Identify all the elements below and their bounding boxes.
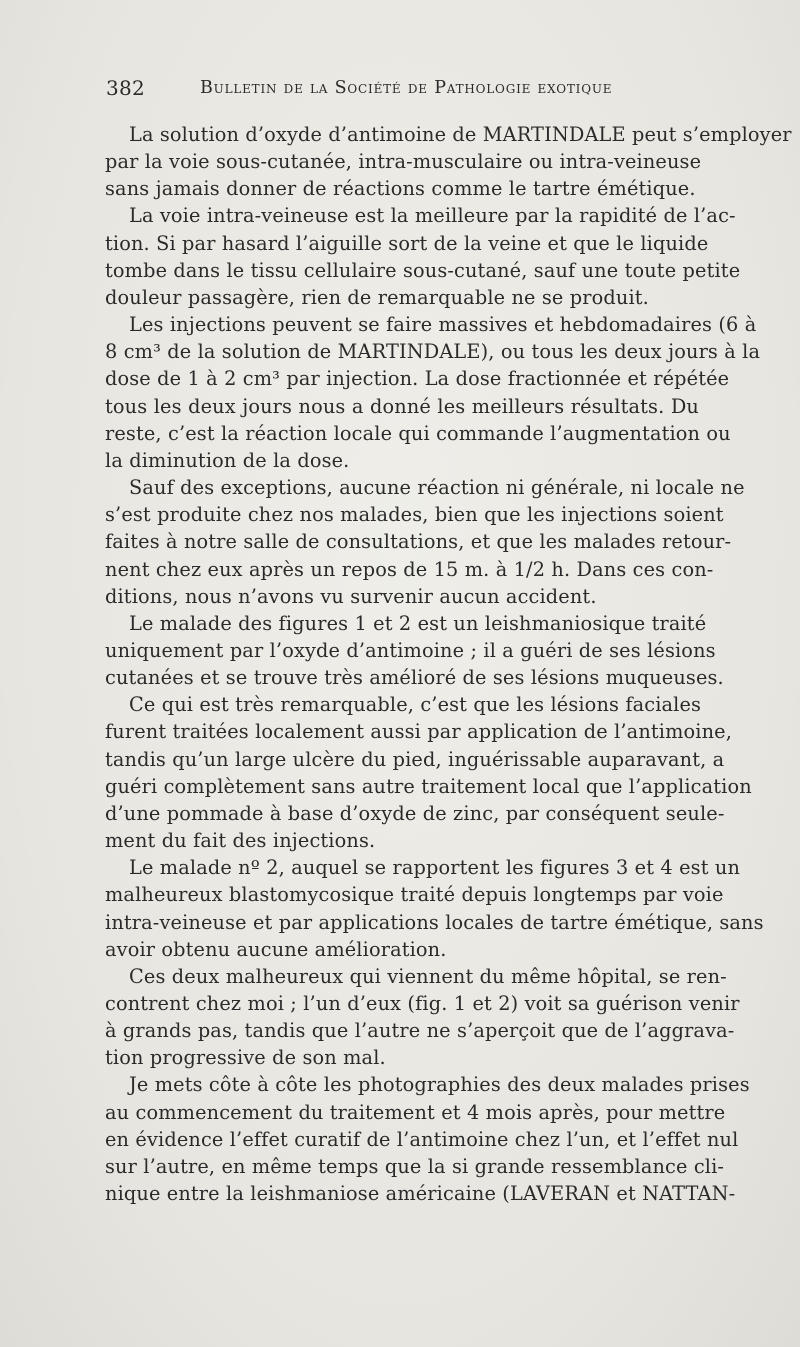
text-line: Je mets côte à côte les photographies des deux malades prises (129, 1073, 750, 1097)
text-line: douleur passagère, rien de remarquable ne se produit. (105, 285, 649, 309)
text-line: au commencement du traitement et 4 mois après, pour mettre (105, 1100, 726, 1124)
text-line: 8 cm³ de la solution de MARTINDALE), ou tous les deux jours à la (105, 340, 761, 364)
text-line: tion progressive de son mal. (105, 1046, 386, 1070)
text-line: à grands pas, tandis que l’autre ne s’aperçoit que de l’aggrava- (105, 1019, 735, 1043)
text-line: sans jamais donner de réactions comme le tartre émétique. (105, 177, 696, 201)
running-title: Bulletin de la Société de Pathologie exotique (200, 78, 613, 98)
text-line: uniquement par l’oxyde d’antimoine ; il a guéri de ses lésions (105, 638, 716, 662)
text-line: tous les deux jours nous a donné les meilleurs résultats. Du (105, 394, 699, 418)
text-line: contrent chez moi ; l’un d’eux (fig. 1 et 2) voit sa guérison venir (105, 992, 740, 1015)
text-line: guéri complètement sans autre traitement local que l’application (105, 774, 752, 798)
text-line: ditions, nous n’avons vu survenir aucun accident. (105, 584, 597, 608)
text-line: reste, c’est la réaction locale qui commande l’augmentation ou (105, 421, 731, 445)
text-line: dose de 1 à 2 cm³ par injection. La dose fractionnée et répétée (105, 367, 730, 391)
text-line: La solution d’oxyde d’antimoine de MARTINDALE peut s’employer (129, 123, 792, 146)
text-line: tandis qu’un large ulcère du pied, inguérissable auparavant, a (105, 747, 725, 771)
text-line: tion. Si par hasard l’aiguille sort de la veine et que le liquide (105, 231, 709, 255)
page-number: 382 (106, 76, 146, 100)
text-line: La voie intra-veineuse est la meilleure par la rapidité de l’ac- (129, 204, 736, 228)
text-line: Ces deux malheureux qui viennent du même hôpital, se ren- (129, 964, 727, 988)
text-line: Les injections peuvent se faire massives et hebdomadaires (6 à (129, 313, 757, 337)
paragraph (105, 691, 752, 854)
text-line: ment du fait des injections. (105, 829, 376, 853)
text-line: Ce qui est très remarquable, c’est que les lésions faciales (129, 693, 702, 717)
text-line: sur l’autre, en même temps que la si grande ressemblance cli- (105, 1154, 725, 1178)
running-header (106, 74, 698, 108)
text-line: faites à notre salle de consultations, et que les malades retour- (105, 530, 732, 554)
text-line: intra-veineuse et par applications locales de tartre émétique, sans (105, 910, 764, 934)
paragraph (105, 311, 761, 474)
text-line: Le malade nº 2, auquel se rapportent les figures 3 et 4 est un (129, 856, 741, 880)
paragraph (105, 474, 745, 610)
text-line: furent traitées localement aussi par application de l’antimoine, (105, 720, 733, 744)
text-line: d’une pommade à base d’oxyde de zinc, par conséquent seule- (105, 801, 725, 825)
text-line: Sauf des exceptions, aucune réaction ni générale, ni locale ne (129, 476, 745, 500)
text-line: tombe dans le tissu cellulaire sous-cutané, sauf une toute petite (105, 258, 741, 282)
body-text (105, 121, 792, 1207)
text-line: la diminution de la dose. (105, 448, 350, 472)
paragraph (105, 610, 724, 691)
text-line: s’est produite chez nos malades, bien que les injections soient (105, 503, 724, 527)
text-line: avoir obtenu aucune amélioration. (105, 937, 447, 961)
text-line: Le malade des figures 1 et 2 est un leishmaniosique traité (129, 611, 707, 635)
paragraph (105, 202, 741, 311)
text-line: en évidence l’effet curatif de l’antimoine chez l’un, et l’effet nul (105, 1127, 739, 1151)
text-line: cutanées et se trouve très amélioré de ses lésions muqueuses. (105, 666, 724, 690)
paragraph (105, 854, 764, 963)
text-line: par la voie sous-cutanée, intra-musculaire ou intra-veineuse (105, 150, 702, 174)
paragraph (105, 963, 740, 1072)
text-line: malheureux blastomycosique traité depuis longtemps par voie (105, 883, 724, 907)
text-line: nent chez eux après un repos de 15 m. à 1/2 h. Dans ces con- (105, 557, 714, 581)
paragraph (105, 121, 792, 202)
paragraph (105, 1071, 750, 1207)
text-line: nique entre la leishmaniose américaine (LAVERAN et NATTAN- (105, 1182, 736, 1206)
